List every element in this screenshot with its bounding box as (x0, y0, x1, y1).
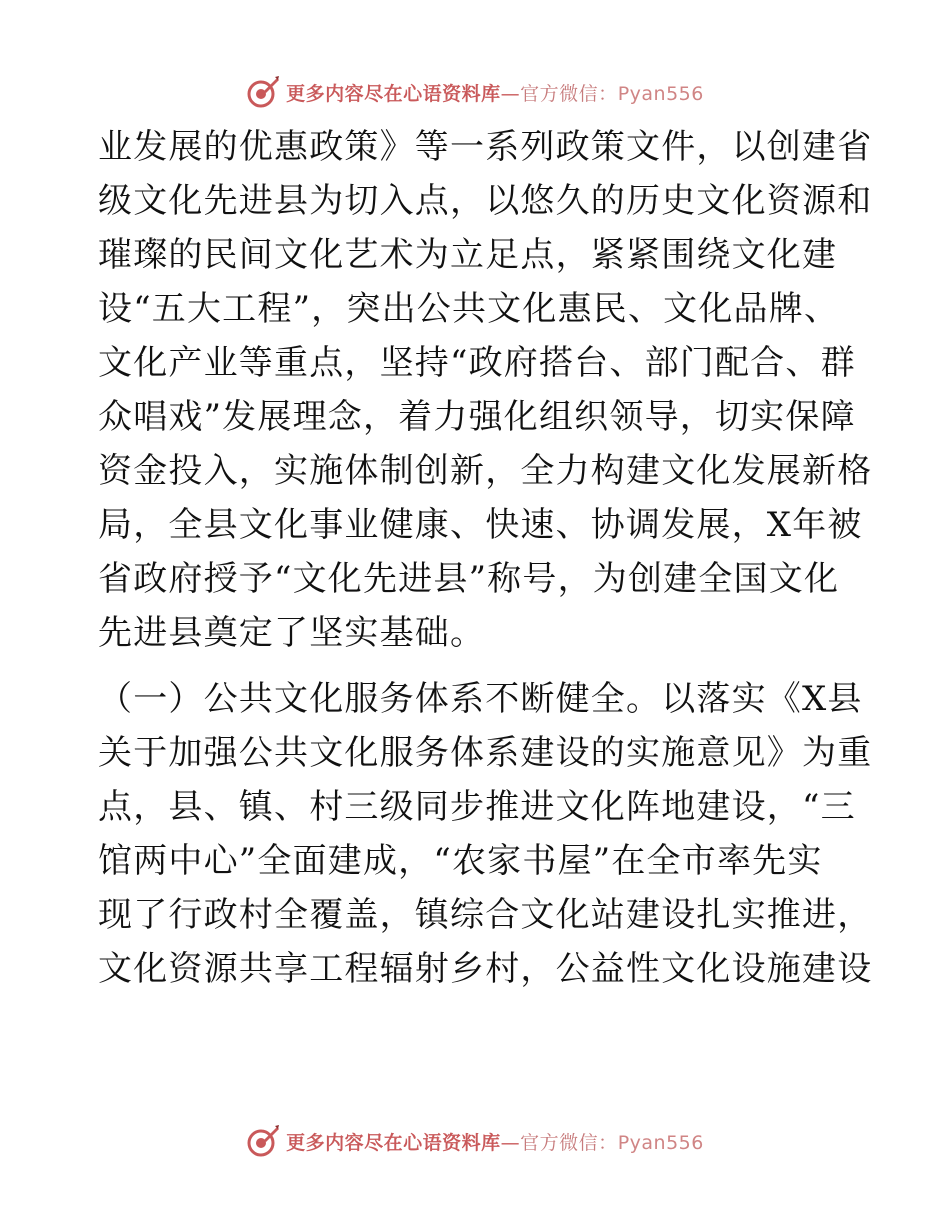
watermark-separator: — (500, 82, 521, 105)
footer-watermark (0, 1121, 950, 1161)
header-watermark (0, 72, 950, 112)
text-line: 馆两中心”全面建成，“农家书屋”在全市率先实 (98, 841, 823, 881)
text-line: 设“五大工程”，突出公共文化惠民、文化品牌、 (98, 289, 840, 329)
text-line: 现了行政村全覆盖，镇综合文化站建设扎实推进， (98, 895, 873, 935)
text-line: （一）公共文化服务体系不断健全。以落实《X县 (98, 679, 863, 719)
text-line: 关于加强公共文化服务体系建设的实施意见》为重 (98, 733, 873, 773)
text-line: 先进县奠定了坚实基础。 (98, 613, 486, 653)
text-line: 资金投入，实施体制创新，全力构建文化发展新格 (98, 451, 873, 491)
text-line: 省政府授予“文化先进县”称号，为创建全国文化 (98, 559, 840, 599)
text-line: 局，全县文化事业健康、快速、协调发展，X年被 (98, 505, 863, 545)
text-line: 级文化先进县为切入点，以悠久的历史文化资源和 (98, 181, 873, 221)
paragraph-2 (98, 672, 873, 996)
watermark-wechat-id: Pyan556 (617, 1131, 704, 1154)
text-line: 文化产业等重点，坚持“政府搭台、部门配合、群 (98, 343, 856, 383)
watermark-separator: — (500, 1131, 521, 1154)
brush-logo-icon (246, 75, 280, 109)
paragraph-1 (98, 120, 873, 660)
text-line: 点，县、镇、村三级同步推进文化阵地建设，“三 (98, 787, 856, 827)
watermark-site-text: 更多内容尽在心语资料库 (286, 82, 501, 105)
text-line: 璀璨的民间文化艺术为立足点，紧紧围绕文化建 (98, 235, 838, 275)
text-line: 业发展的优惠政策》等一系列政策文件，以创建省 (98, 127, 873, 167)
watermark-wechat-label: 官方微信： (520, 82, 618, 105)
watermark-wechat-label: 官方微信： (520, 1131, 618, 1154)
document-body (98, 120, 873, 996)
watermark-site-text: 更多内容尽在心语资料库 (286, 1131, 501, 1154)
text-line: 众唱戏”发展理念，着力强化组织领导，切实保障 (98, 397, 856, 437)
brush-logo-icon (246, 1124, 280, 1158)
text-line: 文化资源共享工程辐射乡村，公益性文化设施建设 (98, 949, 873, 989)
watermark-wechat-id: Pyan556 (617, 82, 704, 105)
